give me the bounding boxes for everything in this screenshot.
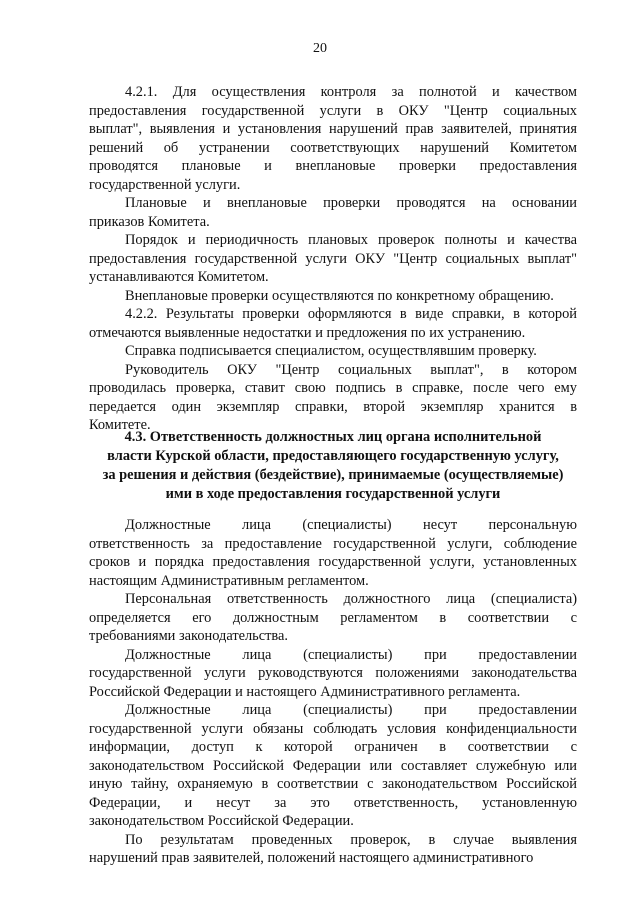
text-line: настоящим Административным регламентом. xyxy=(89,572,369,589)
text-line: Руководитель ОКУ "Центр социальных выплат", в котором xyxy=(125,361,577,378)
text-line: Плановые и внеплановые проверки проводятся на основании xyxy=(125,195,577,211)
text-line: Должностные лица (специалисты) несут персональную xyxy=(125,517,577,533)
text-line: проводилась проверка, ставит свою подпись в справке, после чего ему xyxy=(89,380,577,396)
section-4-2-text xyxy=(89,83,577,435)
text-line: Справка подписывается специалистом, осуществлявшим проверку. xyxy=(125,343,537,359)
text-line: решений об устранении соответствующих нарушений Комитетом xyxy=(89,139,577,156)
text-line: Федерации, и несут за это ответственность, установленную xyxy=(89,794,577,811)
paragraph xyxy=(89,287,577,306)
text-line: информации, доступ к которой ограничен в соответствии с xyxy=(89,739,577,755)
text-line: передается один экземпляр справки, второй экземпляр хранится в xyxy=(89,398,577,415)
paragraph xyxy=(89,646,577,702)
text-line: требованиями законодательства. xyxy=(89,628,289,644)
text-line: проводятся плановые и внеплановые проверки предоставления xyxy=(89,158,577,174)
text-line: Должностные лица (специалисты) при предоставлении xyxy=(125,646,577,663)
paragraph xyxy=(89,590,577,646)
section-4-3-text xyxy=(89,516,577,868)
text-line: определяется его должностным регламентом в соответствии с xyxy=(89,609,577,626)
paragraph xyxy=(89,342,577,361)
paragraph xyxy=(89,361,577,435)
text-line: Персональная ответственность должностного лица (специалиста) xyxy=(125,591,577,607)
text-line: сроков и порядка предоставления государственной услуги, установленных xyxy=(89,554,577,570)
paragraph xyxy=(89,231,577,287)
text-line: Комитете. xyxy=(89,417,151,433)
text-line: выплат", выявления и установления нарушений прав заявителей, принятия xyxy=(89,121,577,137)
text-line: иную тайну, охраняемую в соответствии с законодательством Российской xyxy=(89,776,577,792)
text-line: 4.2.1. Для осуществления контроля за полнотой и качеством xyxy=(125,84,577,100)
text-line: законодательством Российской Федерации. xyxy=(89,813,354,829)
paragraph xyxy=(89,305,577,342)
heading-line: 4.3. Ответственность должностных лиц органа исполнительной xyxy=(124,429,542,445)
paragraph xyxy=(89,83,577,194)
paragraph xyxy=(89,516,577,590)
paragraph xyxy=(89,831,577,868)
text-line: законодательством Российской Федерации или составляет служебную или xyxy=(89,757,577,774)
text-line: Должностные лица (специалисты) при предоставлении xyxy=(125,702,577,718)
section-4-3-heading xyxy=(89,428,577,504)
paragraph xyxy=(89,701,577,831)
text-line: нарушений прав заявителей, положений настоящего административного xyxy=(89,850,534,866)
text-line: По результатам проведенных проверок, в случае выявления xyxy=(125,831,577,848)
text-line: 4.2.2. Результаты проверки оформляются в виде справки, в которой xyxy=(125,306,577,322)
text-line: отмечаются выявленные недостатки и предложения по их устранению. xyxy=(89,324,526,341)
heading-line: ими в ходе предоставления государственной услуги xyxy=(165,486,501,502)
text-line: приказов Комитета. xyxy=(89,213,210,230)
heading-line: за решения и действия (бездействие), принимаемые (осуществляемые) xyxy=(102,467,564,483)
text-line: предоставления государственной услуги в ОКУ "Центр социальных xyxy=(89,102,577,119)
text-line: устанавливаются Комитетом. xyxy=(89,269,269,285)
text-line: Порядок и периодичность плановых проверок полноты и качества xyxy=(125,232,577,248)
heading-line: власти Курской области, предоставляющего государственную услугу, xyxy=(107,448,559,464)
text-line: Внеплановые проверки осуществляются по конкретному обращению. xyxy=(125,287,554,304)
paragraph xyxy=(89,194,577,231)
page-number: 20 xyxy=(313,41,327,56)
text-line: ответственность за предоставление государственной услуги, соблюдение xyxy=(89,535,577,552)
text-line: государственной услуги руководствуются положениями законодательства xyxy=(89,665,577,681)
text-line: Российской Федерации и настоящего Административного регламента. xyxy=(89,683,521,700)
text-line: государственной услуги обязаны соблюдать условия конфиденциальности xyxy=(89,720,577,737)
text-line: государственной услуги. xyxy=(89,176,241,193)
text-line: предоставления государственной услуги ОКУ "Центр социальных выплат" xyxy=(89,250,577,267)
